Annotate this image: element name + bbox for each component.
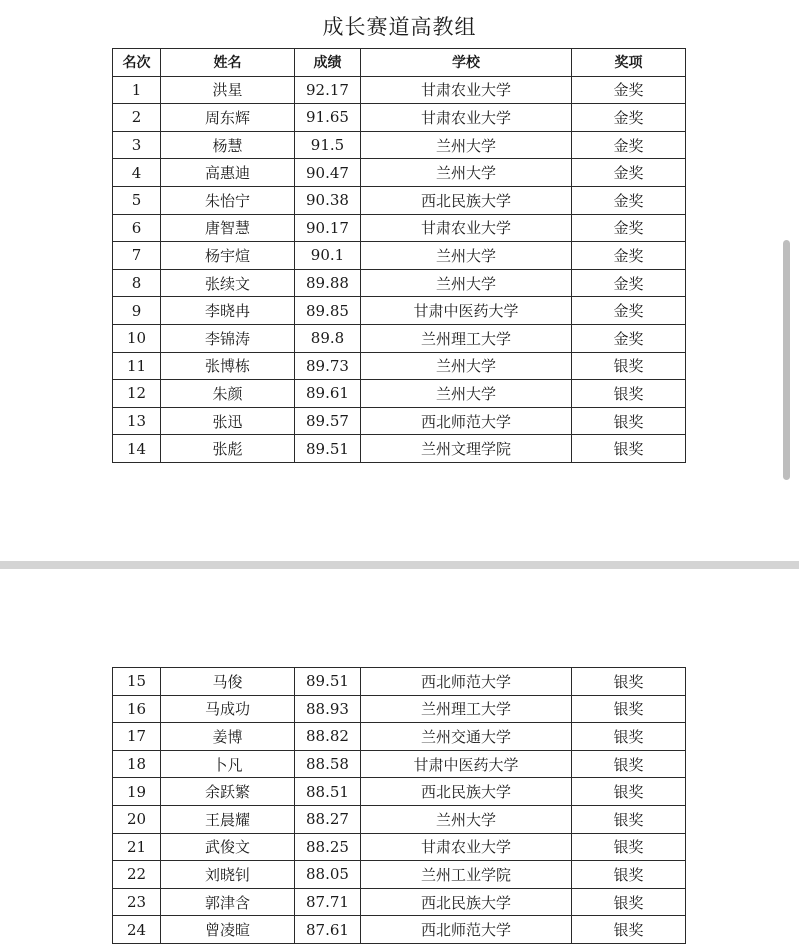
cell-rank: 17	[113, 723, 161, 751]
cell-award: 金奖	[572, 76, 686, 104]
table-row	[113, 888, 686, 916]
cell-school: 兰州交通大学	[361, 723, 572, 751]
table-row	[113, 159, 686, 187]
cell-school: 甘肃农业大学	[361, 76, 572, 104]
cell-rank: 19	[113, 778, 161, 806]
cell-name: 李锦涛	[161, 324, 295, 352]
cell-score: 90.47	[295, 159, 361, 187]
cell-award: 金奖	[572, 186, 686, 214]
cell-award: 金奖	[572, 214, 686, 242]
cell-award: 金奖	[572, 131, 686, 159]
cell-name: 张博栋	[161, 352, 295, 380]
page-separator	[0, 561, 799, 569]
cell-rank: 4	[113, 159, 161, 187]
cell-score: 87.71	[295, 888, 361, 916]
table-row	[113, 104, 686, 132]
cell-school: 西北师范大学	[361, 916, 572, 944]
cell-name: 马成功	[161, 695, 295, 723]
cell-school: 西北民族大学	[361, 186, 572, 214]
cell-name: 朱怡宁	[161, 186, 295, 214]
table-row	[113, 297, 686, 325]
cell-score: 88.27	[295, 805, 361, 833]
table-row	[113, 668, 686, 696]
cell-score: 87.61	[295, 916, 361, 944]
cell-name: 余跃繁	[161, 778, 295, 806]
cell-name: 马俊	[161, 668, 295, 696]
cell-score: 88.05	[295, 861, 361, 889]
cell-award: 银奖	[572, 668, 686, 696]
cell-name: 杨慧	[161, 131, 295, 159]
cell-school: 西北师范大学	[361, 668, 572, 696]
cell-award: 银奖	[572, 805, 686, 833]
cell-award: 银奖	[572, 778, 686, 806]
table-row	[113, 352, 686, 380]
scrollbar-thumb[interactable]	[783, 240, 790, 480]
table-row	[113, 324, 686, 352]
cell-score: 88.51	[295, 778, 361, 806]
cell-score: 89.88	[295, 269, 361, 297]
header-rank: 名次	[113, 49, 161, 77]
cell-name: 张迅	[161, 407, 295, 435]
cell-award: 银奖	[572, 380, 686, 408]
cell-rank: 9	[113, 297, 161, 325]
cell-rank: 18	[113, 750, 161, 778]
cell-score: 89.73	[295, 352, 361, 380]
cell-score: 88.25	[295, 833, 361, 861]
cell-rank: 11	[113, 352, 161, 380]
cell-school: 兰州大学	[361, 380, 572, 408]
cell-school: 甘肃农业大学	[361, 104, 572, 132]
cell-rank: 2	[113, 104, 161, 132]
cell-rank: 6	[113, 214, 161, 242]
cell-award: 金奖	[572, 242, 686, 270]
cell-award: 银奖	[572, 407, 686, 435]
cell-name: 洪星	[161, 76, 295, 104]
table-row	[113, 861, 686, 889]
cell-rank: 3	[113, 131, 161, 159]
cell-score: 88.82	[295, 723, 361, 751]
cell-name: 卜凡	[161, 750, 295, 778]
header-score: 成绩	[295, 49, 361, 77]
cell-score: 89.8	[295, 324, 361, 352]
table-header-row	[113, 49, 686, 77]
cell-rank: 20	[113, 805, 161, 833]
cell-school: 兰州理工大学	[361, 324, 572, 352]
cell-score: 90.38	[295, 186, 361, 214]
cell-school: 甘肃农业大学	[361, 833, 572, 861]
cell-school: 西北民族大学	[361, 778, 572, 806]
header-name: 姓名	[161, 49, 295, 77]
table-row	[113, 778, 686, 806]
cell-name: 张续文	[161, 269, 295, 297]
cell-award: 银奖	[572, 723, 686, 751]
table-row	[113, 916, 686, 944]
page-title: 成长赛道高教组	[322, 15, 477, 39]
cell-score: 90.17	[295, 214, 361, 242]
cell-name: 张彪	[161, 435, 295, 463]
cell-score: 90.1	[295, 242, 361, 270]
cell-rank: 12	[113, 380, 161, 408]
cell-name: 郭津含	[161, 888, 295, 916]
cell-award: 银奖	[572, 888, 686, 916]
cell-rank: 21	[113, 833, 161, 861]
cell-rank: 13	[113, 407, 161, 435]
cell-score: 88.93	[295, 695, 361, 723]
cell-award: 金奖	[572, 104, 686, 132]
cell-name: 王晨耀	[161, 805, 295, 833]
cell-school: 兰州大学	[361, 131, 572, 159]
cell-school: 兰州大学	[361, 352, 572, 380]
cell-school: 兰州工业学院	[361, 861, 572, 889]
cell-rank: 14	[113, 435, 161, 463]
table-row	[113, 723, 686, 751]
table-row	[113, 131, 686, 159]
table-row	[113, 435, 686, 463]
cell-award: 金奖	[572, 269, 686, 297]
cell-rank: 22	[113, 861, 161, 889]
cell-school: 甘肃农业大学	[361, 214, 572, 242]
cell-name: 武俊文	[161, 833, 295, 861]
header-school: 学校	[361, 49, 572, 77]
cell-name: 唐智慧	[161, 214, 295, 242]
cell-award: 银奖	[572, 750, 686, 778]
cell-school: 兰州大学	[361, 159, 572, 187]
cell-award: 银奖	[572, 695, 686, 723]
cell-score: 91.65	[295, 104, 361, 132]
ranking-table-page-2	[112, 667, 686, 944]
cell-score: 88.58	[295, 750, 361, 778]
cell-award: 金奖	[572, 159, 686, 187]
cell-award: 银奖	[572, 352, 686, 380]
cell-award: 银奖	[572, 861, 686, 889]
table-row	[113, 269, 686, 297]
cell-name: 高惠迪	[161, 159, 295, 187]
cell-award: 银奖	[572, 435, 686, 463]
cell-award: 银奖	[572, 916, 686, 944]
table-row	[113, 407, 686, 435]
cell-score: 92.17	[295, 76, 361, 104]
cell-score: 89.51	[295, 668, 361, 696]
cell-school: 西北师范大学	[361, 407, 572, 435]
cell-rank: 8	[113, 269, 161, 297]
table-row	[113, 380, 686, 408]
cell-score: 89.85	[295, 297, 361, 325]
cell-score: 89.61	[295, 380, 361, 408]
cell-rank: 10	[113, 324, 161, 352]
cell-rank: 16	[113, 695, 161, 723]
cell-award: 银奖	[572, 833, 686, 861]
cell-score: 91.5	[295, 131, 361, 159]
cell-school: 甘肃中医药大学	[361, 297, 572, 325]
table-row	[113, 186, 686, 214]
cell-rank: 24	[113, 916, 161, 944]
cell-school: 兰州文理学院	[361, 435, 572, 463]
cell-score: 89.57	[295, 407, 361, 435]
cell-school: 甘肃中医药大学	[361, 750, 572, 778]
cell-award: 金奖	[572, 297, 686, 325]
cell-rank: 7	[113, 242, 161, 270]
cell-name: 周东辉	[161, 104, 295, 132]
header-award: 奖项	[572, 49, 686, 77]
table-row	[113, 242, 686, 270]
cell-name: 朱颜	[161, 380, 295, 408]
cell-name: 李晓冉	[161, 297, 295, 325]
cell-school: 兰州大学	[361, 242, 572, 270]
table-row	[113, 214, 686, 242]
cell-school: 兰州理工大学	[361, 695, 572, 723]
cell-rank: 23	[113, 888, 161, 916]
table-row	[113, 833, 686, 861]
cell-school: 兰州大学	[361, 269, 572, 297]
ranking-table-page-1	[112, 48, 686, 463]
cell-school: 西北民族大学	[361, 888, 572, 916]
cell-school: 兰州大学	[361, 805, 572, 833]
cell-award: 金奖	[572, 324, 686, 352]
cell-rank: 15	[113, 668, 161, 696]
cell-name: 曾凌暄	[161, 916, 295, 944]
cell-rank: 5	[113, 186, 161, 214]
table-row	[113, 76, 686, 104]
cell-rank: 1	[113, 76, 161, 104]
cell-name: 姜博	[161, 723, 295, 751]
cell-name: 刘晓钊	[161, 861, 295, 889]
table-row	[113, 805, 686, 833]
cell-name: 杨宇煊	[161, 242, 295, 270]
table-row	[113, 750, 686, 778]
cell-score: 89.51	[295, 435, 361, 463]
table-row	[113, 695, 686, 723]
